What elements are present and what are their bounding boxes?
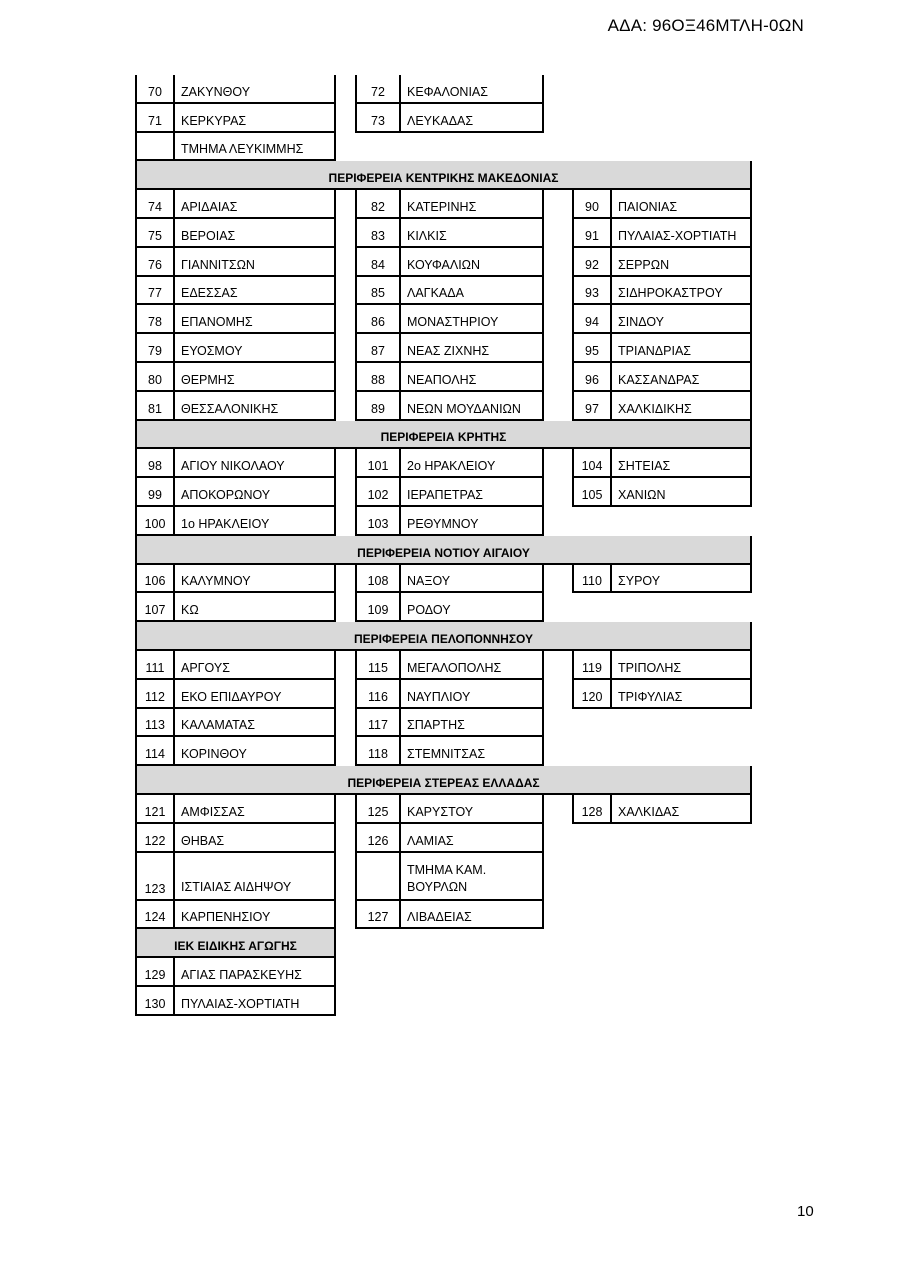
school-name-text: ΕΔΕΣΣΑΣ	[181, 286, 238, 301]
school-name	[173, 593, 336, 622]
school-number: 91	[572, 219, 610, 248]
school-name	[399, 75, 544, 104]
school-name-text: ΣΗΤΕΙΑΣ	[618, 459, 671, 474]
school-name	[399, 737, 544, 766]
school-name	[399, 565, 544, 594]
school-number: 73	[355, 104, 399, 133]
school-name-text: ΑΡΙΔΑΙΑΣ	[181, 199, 238, 214]
school-name	[399, 277, 544, 306]
region-header: ΙΕΚ ΕΙΔΙΚΗΣ ΑΓΩΓΗΣ	[135, 929, 336, 958]
school-name-text: ΝΕΑΣ ΖΙΧΝΗΣ	[407, 343, 490, 358]
school-number: 126	[355, 824, 399, 853]
school-name-text: ΧΑΛΚΙΔΙΚΗΣ	[618, 401, 692, 416]
school-name-text: ΚΑΡΠΕΝΗΣΙΟΥ	[181, 910, 271, 925]
school-number: 117	[355, 709, 399, 738]
school-name	[610, 219, 752, 248]
school-name-text: ΤΜΗΜΑ ΛΕΥΚΙΜΜΗΣ	[181, 142, 304, 157]
school-number: 84	[355, 248, 399, 277]
school-name-text: ΕΥΟΣΜΟΥ	[181, 343, 243, 358]
school-number: 116	[355, 680, 399, 709]
school-number: 78	[135, 305, 173, 334]
school-number: 94	[572, 305, 610, 334]
school-name	[173, 824, 336, 853]
school-number: 82	[355, 190, 399, 219]
school-number: 85	[355, 277, 399, 306]
school-name	[610, 565, 752, 594]
school-name	[610, 478, 752, 507]
school-number: 129	[135, 958, 173, 987]
school-name	[399, 709, 544, 738]
school-name-text: ΤΜΗΜΑ ΚΑΜ. ΒΟΥΡΛΩΝ	[407, 862, 487, 894]
school-name-text: ΛΑΓΚΑΔΑ	[407, 286, 464, 301]
school-number: 125	[355, 795, 399, 824]
school-name-text: ΠΥΛΑΙΑΣ-ΧΟΡΤΙΑΤΗ	[618, 228, 737, 243]
school-name-text: ΣΙΝΔΟΥ	[618, 315, 664, 330]
school-name	[173, 133, 336, 162]
school-name-text: ΘΗΒΑΣ	[181, 833, 225, 848]
school-name	[399, 449, 544, 478]
school-name	[173, 305, 336, 334]
school-number: 109	[355, 593, 399, 622]
school-name-text: ΠΥΛΑΙΑΣ-ΧΟΡΤΙΑΤΗ	[181, 996, 300, 1011]
school-name	[610, 248, 752, 277]
school-name-text: ΑΜΦΙΣΣΑΣ	[181, 804, 245, 819]
school-name	[173, 651, 336, 680]
school-name	[399, 795, 544, 824]
school-number: 89	[355, 392, 399, 421]
school-number: 104	[572, 449, 610, 478]
school-number: 120	[572, 680, 610, 709]
school-name	[399, 478, 544, 507]
school-name-text: ΑΓΙΟΥ ΝΙΚΟΛΑΟΥ	[181, 459, 285, 474]
school-name-text: ΠΑΙΟΝΙΑΣ	[618, 199, 678, 214]
school-name	[399, 901, 544, 930]
school-name	[610, 651, 752, 680]
school-name	[399, 680, 544, 709]
school-name-text: ΝΑΞΟΥ	[407, 574, 451, 589]
school-name-text: ΖΑΚΥΝΘΟΥ	[181, 84, 251, 99]
school-name-text: ΝΕΩΝ ΜΟΥΔΑΝΙΩΝ	[407, 401, 521, 416]
school-name	[610, 334, 752, 363]
school-name-text: ΧΑΛΚΙΔΑΣ	[618, 804, 680, 819]
school-name	[173, 680, 336, 709]
school-number: 75	[135, 219, 173, 248]
school-number: 106	[135, 565, 173, 594]
school-number: 77	[135, 277, 173, 306]
school-name-text: ΚΑΛΥΜΝΟΥ	[181, 574, 251, 589]
school-number: 100	[135, 507, 173, 536]
school-name-text: ΣΙΔΗΡΟΚΑΣΤΡΟΥ	[618, 286, 723, 301]
school-name	[173, 190, 336, 219]
school-name	[610, 449, 752, 478]
school-name	[173, 958, 336, 987]
school-name	[399, 593, 544, 622]
school-name-text: ΤΡΙΦΥΛΙΑΣ	[618, 689, 683, 704]
school-name-text: ΣΥΡΟΥ	[618, 574, 661, 589]
school-name-text: ΙΣΤΙΑΙΑΣ ΑΙΔΗΨΟΥ	[181, 879, 292, 894]
school-name	[173, 277, 336, 306]
school-name-text: ΒΕΡΟΙΑΣ	[181, 228, 236, 243]
region-header: ΠΕΡΙΦΕΡΕΙΑ ΠΕΛΟΠΟΝΝΗΣΟΥ	[135, 622, 752, 651]
school-number: 124	[135, 901, 173, 930]
school-name	[399, 190, 544, 219]
school-name-text: ΤΡΙΠΟΛΗΣ	[618, 660, 682, 675]
school-number: 87	[355, 334, 399, 363]
school-name	[173, 737, 336, 766]
school-number: 103	[355, 507, 399, 536]
school-name-text: ΣΕΡΡΩΝ	[618, 257, 670, 272]
school-name	[173, 901, 336, 930]
school-number: 108	[355, 565, 399, 594]
school-name-text: ΚΕΦΑΛΟΝΙΑΣ	[407, 84, 488, 99]
region-header: ΠΕΡΙΦΕΡΕΙΑ ΚΡΗΤΗΣ	[135, 421, 752, 450]
school-name-text: ΤΡΙΑΝΔΡΙΑΣ	[618, 343, 692, 358]
school-name-text: 2ο ΗΡΑΚΛΕΙΟΥ	[407, 459, 496, 474]
ada-code: ΑΔΑ: 96ΟΞ46ΜΤΛΗ-0ΩΝ	[607, 16, 804, 35]
school-number: 113	[135, 709, 173, 738]
school-number: 119	[572, 651, 610, 680]
school-name	[610, 680, 752, 709]
school-number: 127	[355, 901, 399, 930]
school-name-text: ΡΟΔΟΥ	[407, 603, 451, 618]
region-header: ΠΕΡΙΦΕΡΕΙΑ ΝΟΤΙΟΥ ΑΙΓΑΙΟΥ	[135, 536, 752, 565]
school-name-text: ΚΑΤΕΡΙΝΗΣ	[407, 199, 477, 214]
school-name-text: ΚΑΡΥΣΤΟΥ	[407, 804, 474, 819]
school-name	[173, 363, 336, 392]
school-name-text: ΛΙΒΑΔΕΙΑΣ	[407, 910, 472, 925]
school-name-text: ΕΠΑΝΟΜΗΣ	[181, 315, 253, 330]
school-name-text: ΜΟΝΑΣΤΗΡΙΟΥ	[407, 315, 499, 330]
school-name	[173, 75, 336, 104]
school-name	[399, 248, 544, 277]
region-header: ΠΕΡΙΦΕΡΕΙΑ ΚΕΝΤΡΙΚΗΣ ΜΑΚΕΔΟΝΙΑΣ	[135, 161, 752, 190]
school-name-text: ΛΑΜΙΑΣ	[407, 833, 454, 848]
school-number: 105	[572, 478, 610, 507]
school-name-text: ΚΟΡΙΝΘΟΥ	[181, 747, 247, 762]
school-name	[173, 392, 336, 421]
school-name-text: ΓΙΑΝΝΙΤΣΩΝ	[181, 257, 255, 272]
school-name-text: ΧΑΝΙΩΝ	[618, 487, 666, 502]
school-number: 76	[135, 248, 173, 277]
school-number: 130	[135, 987, 173, 1016]
school-number: 99	[135, 478, 173, 507]
school-name	[399, 507, 544, 536]
school-name	[399, 104, 544, 133]
school-number: 93	[572, 277, 610, 306]
school-number: 70	[135, 75, 173, 104]
school-name-text: ΘΕΣΣΑΛΟΝΙΚΗΣ	[181, 401, 279, 416]
school-number: 83	[355, 219, 399, 248]
school-name-text: ΣΠΑΡΤΗΣ	[407, 718, 465, 733]
school-name-text: 1ο ΗΡΑΚΛΕΙΟΥ	[181, 516, 270, 531]
school-number: 74	[135, 190, 173, 219]
school-name	[173, 248, 336, 277]
page-number: 10	[797, 1203, 814, 1220]
school-name-text: ΜΕΓΑΛΟΠΟΛΗΣ	[407, 660, 502, 675]
school-name	[173, 565, 336, 594]
school-number: 128	[572, 795, 610, 824]
school-number: 121	[135, 795, 173, 824]
school-name-text: ΚΑΛΑΜΑΤΑΣ	[181, 718, 255, 733]
school-number: 110	[572, 565, 610, 594]
school-name	[173, 507, 336, 536]
school-name	[399, 853, 544, 901]
school-number: 88	[355, 363, 399, 392]
school-number: 118	[355, 737, 399, 766]
school-number: 81	[135, 392, 173, 421]
school-name	[399, 219, 544, 248]
school-name-text: ΣΤΕΜΝΙΤΣΑΣ	[407, 747, 486, 762]
school-name	[399, 334, 544, 363]
school-number: 112	[135, 680, 173, 709]
school-name-text: ΡΕΘΥΜΝΟΥ	[407, 516, 479, 531]
school-name-text: ΘΕΡΜΗΣ	[181, 372, 235, 387]
school-name	[610, 277, 752, 306]
school-name-text: ΕΚΟ ΕΠΙΔΑΥΡΟΥ	[181, 689, 282, 704]
school-name	[399, 363, 544, 392]
school-number: 98	[135, 449, 173, 478]
school-number	[355, 853, 399, 901]
school-name	[173, 853, 336, 901]
school-name-text: ΚΙΛΚΙΣ	[407, 228, 447, 243]
school-name	[399, 651, 544, 680]
school-number: 86	[355, 305, 399, 334]
school-number: 122	[135, 824, 173, 853]
school-name	[399, 824, 544, 853]
school-number: 107	[135, 593, 173, 622]
school-name	[173, 449, 336, 478]
school-name	[173, 709, 336, 738]
school-name	[173, 795, 336, 824]
school-number: 111	[135, 651, 173, 680]
school-name	[173, 987, 336, 1016]
school-number: 90	[572, 190, 610, 219]
school-name-text: ΚΕΡΚΥΡΑΣ	[181, 113, 247, 128]
school-number: 115	[355, 651, 399, 680]
region-header: ΠΕΡΙΦΕΡΕΙΑ ΣΤΕΡΕΑΣ ΕΛΛΑΔΑΣ	[135, 766, 752, 795]
school-number: 71	[135, 104, 173, 133]
school-number: 92	[572, 248, 610, 277]
school-number: 97	[572, 392, 610, 421]
school-name	[173, 478, 336, 507]
school-name-text: ΑΠΟΚΟΡΩΝΟΥ	[181, 487, 271, 502]
school-number: 80	[135, 363, 173, 392]
school-name	[610, 795, 752, 824]
school-number: 102	[355, 478, 399, 507]
school-number: 79	[135, 334, 173, 363]
school-number: 114	[135, 737, 173, 766]
school-name	[610, 363, 752, 392]
school-name-text: ΙΕΡΑΠΕΤΡΑΣ	[407, 487, 484, 502]
school-name-text: ΝΑΥΠΛΙΟΥ	[407, 689, 471, 704]
school-number: 123	[135, 853, 173, 901]
school-name-text: ΝΕΑΠΟΛΗΣ	[407, 372, 477, 387]
school-name	[399, 392, 544, 421]
school-name	[610, 305, 752, 334]
school-name	[173, 104, 336, 133]
school-name-text: ΑΓΙΑΣ ΠΑΡΑΣΚΕΥΗΣ	[181, 967, 302, 982]
school-name-text: ΚΑΣΣΑΝΔΡΑΣ	[618, 372, 700, 387]
school-number: 72	[355, 75, 399, 104]
school-number: 101	[355, 449, 399, 478]
school-name-text: ΑΡΓΟΥΣ	[181, 660, 230, 675]
school-number	[135, 133, 173, 162]
school-name-text: ΛΕΥΚΑΔΑΣ	[407, 113, 474, 128]
school-name-text: ΚΩ	[181, 603, 199, 618]
school-name	[610, 190, 752, 219]
school-number: 96	[572, 363, 610, 392]
school-name	[173, 334, 336, 363]
school-name	[610, 392, 752, 421]
school-name	[173, 219, 336, 248]
school-name	[399, 305, 544, 334]
school-number: 95	[572, 334, 610, 363]
school-name-text: ΚΟΥΦΑΛΙΩΝ	[407, 257, 481, 272]
